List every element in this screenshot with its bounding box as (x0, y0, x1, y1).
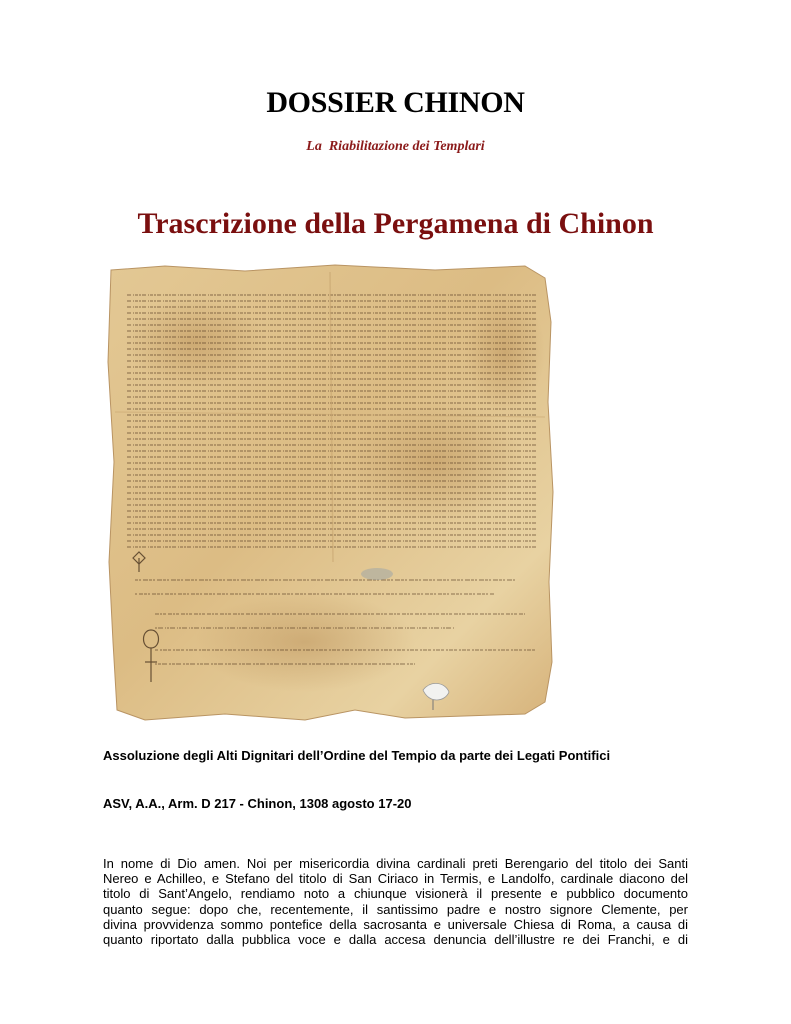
archive-reference: ASV, A.A., Arm. D 217 - Chinon, 1308 agosto 17-20 (103, 796, 412, 811)
document-subtitle: La Riabilitazione dei Templari (306, 139, 485, 154)
section-heading: Trascrizione della Pergamena di Chinon (137, 207, 654, 240)
body-line: Nereo e Achilleo, e Stefano del titolo di San Ciriaco in Termis, e Landolfo, cardinale diacono del (103, 871, 688, 887)
body-line: quanto riportato dalla pubblica voce e dalla accesa denuncia dell’illustre re dei Franchi, e di (103, 932, 688, 948)
image-caption: Assoluzione degli Alti Dignitari dell’Ordine del Tempio da parte dei Legati Pontifici (103, 748, 611, 763)
body-line: quanto segue: dopo che, recentemente, il santissimo padre e nostro signore Clemente, per (103, 901, 688, 917)
document-title: DOSSIER CHINON (266, 86, 525, 119)
body-line: divina provvidenza sommo pontefice della sacrosanta e universale Chiesa di Roma, a causa di (103, 916, 688, 932)
parchment-image (105, 262, 555, 724)
body-line: In nome di Dio amen. Noi per misericordia divina cardinali preti Berengario del titolo dei Santi (103, 856, 688, 871)
body-line: titolo di Sant’Angelo, rendiamo noto a chiunque visionerà il presente e pubblico documento (103, 886, 688, 902)
body-paragraph (103, 856, 688, 947)
